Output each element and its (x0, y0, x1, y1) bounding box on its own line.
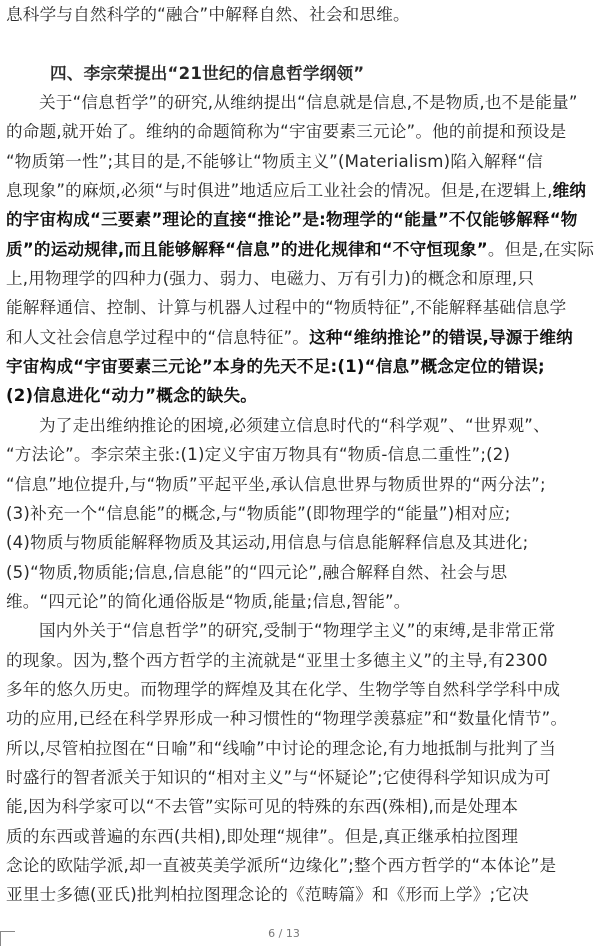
text-run: 国内外关于“信息哲学”的研究,受制于“物理学主义”的束缚,是非常正常 (39, 621, 556, 641)
text-line (6, 851, 562, 880)
text-line (6, 880, 562, 909)
text-column (6, 0, 594, 910)
text-line (6, 646, 562, 675)
text-line (6, 470, 562, 499)
text-line (6, 411, 562, 440)
text-line (6, 29, 562, 58)
text-run: 质的东西或普遍的东西(共相),即处理“规律”。但是,真正继承柏拉图理 (6, 826, 519, 846)
bold-text-run: (2)信息进化“动力”概念的缺失。 (6, 386, 258, 406)
text-run: 。但是,在实际 (487, 239, 594, 259)
text-run: 亚里士多德(亚氏)批判柏拉图理念论的《范畴篇》和《形而上学》;它决 (6, 885, 529, 905)
text-line (6, 558, 562, 587)
text-line (6, 499, 562, 528)
text-line (6, 235, 594, 264)
text-line (6, 734, 562, 763)
bold-text-run: 的宇宙构成“三要素”理论的直接“推论”是:物理学的“能量”不仅能够解释“物 (6, 210, 578, 230)
text-run: 息科学与自然科学的“融合”中解释自然、社会和思维。 (6, 5, 410, 24)
text-line (6, 117, 567, 146)
text-run: 四、李宗荣提出“21世纪的信息哲学纲领” (50, 63, 365, 83)
text-run: 的命题,就开始了。维纳的命题简称为“宇宙要素三元论”。他的前提和预设是 (6, 122, 567, 142)
text-run: 能,因为科学家可以“不去管”实际可见的特殊的东西(殊相),而是处理本 (6, 797, 519, 817)
bold-text-run: 宇宙构成“宇宙要素三元论”本身的先天不足:(1)“信息”概念定位的错误; (6, 357, 545, 377)
text-line (6, 0, 562, 29)
bold-text-run: 质”的运动规律,而且能够解释“信息”的进化规律和“不守恒现象” (6, 239, 488, 259)
text-line (6, 176, 587, 205)
text-run: 为了走出维纳推论的困境,必须建立信息时代的“科学观”、“世界观”、 (39, 415, 550, 435)
section-heading (6, 59, 562, 88)
text-line (6, 528, 562, 557)
bold-text-run: 这种“维纳推论”的错误,导源于维纳 (309, 327, 573, 347)
text-run: “方法论”。李宗荣主张:(1)定义宇宙万物具有“物质-信息二重性”;(2) (6, 445, 511, 465)
text-run: 维。“四元论”的简化通俗版是“物质,能量;信息,智能”。 (6, 591, 411, 611)
text-run: 和人文社会信息学过程中的“信息特征”。 (6, 327, 310, 347)
text-run: “信息”地位提升,与“物质”平起平坐,承认信息世界与物质世界的“两分法”; (6, 474, 546, 494)
text-line (6, 88, 578, 117)
text-run: 所以,尽管柏拉图在“日喻”和“线喻”中讨论的理念论,有力地抵制与批判了当 (6, 738, 556, 758)
page-number: 6 / 13 (268, 927, 300, 940)
text-line (6, 293, 567, 322)
text-run: 功的应用,已经在科学界形成一种习惯性的“物理学羡慕症”和“数量化情节”。 (6, 709, 568, 729)
text-run: (5)“物质,物质能;信息,信息能”的“四元论”,融合解释自然、社会与思 (6, 562, 508, 582)
text-line (6, 587, 562, 616)
text-run: 的现象。因为,整个西方哲学的主流就是“亚里士多德主义”的主导,有2300 (6, 650, 548, 670)
text-line (6, 147, 562, 176)
text-line (6, 704, 568, 733)
text-run: (4)物质与物质能解释物质及其运动,用信息与信息能解释信息及其进化; (6, 533, 529, 553)
text-line (6, 381, 562, 410)
text-run: 时盛行的智者派关于知识的“相对主义”与“怀疑论”;它使得科学知识成为可 (6, 767, 551, 787)
text-line (6, 822, 562, 851)
text-run: 念论的欧陆学派,却一直被英美学派所“边缘化”;整个西方哲学的“本体论”是 (6, 855, 557, 875)
text-run: 能解释通信、控制、计算与机器人过程中的“物质特征”,不能解释基础信息学 (6, 298, 567, 318)
text-line (6, 675, 562, 704)
text-run: 关于“信息哲学”的研究,从维纳提出“信息就是信息,不是物质,也不是能量” (39, 93, 578, 113)
text-line (6, 792, 562, 821)
bold-text-run: 维纳 (552, 181, 587, 201)
text-line (6, 616, 562, 645)
text-run: 上,用物理学的四种力(强力、弱力、电磁力、万有引力)的概念和原理,只 (6, 269, 535, 289)
text-run: 息现象”的麻烦,必须“与时俱进”地适应后工业社会的情况。但是,在逻辑上, (6, 181, 553, 201)
text-line (6, 763, 562, 792)
page-footer (0, 925, 568, 945)
text-line (6, 264, 562, 293)
text-line (6, 352, 562, 381)
text-run: 多年的悠久历史。而物理学的辉煌及其在化学、生物学等自然科学学科中成 (6, 679, 561, 699)
text-run: “物质第一性”;其目的是,不能够让“物质主义”(Materialism)陷入解释“信 (6, 151, 544, 171)
text-run: (3)补充一个“信息能”的概念,与“物质能”(即物理学的“能量”)相对应; (6, 503, 511, 523)
text-line (6, 205, 578, 234)
text-line (6, 440, 562, 469)
text-line (6, 323, 573, 352)
